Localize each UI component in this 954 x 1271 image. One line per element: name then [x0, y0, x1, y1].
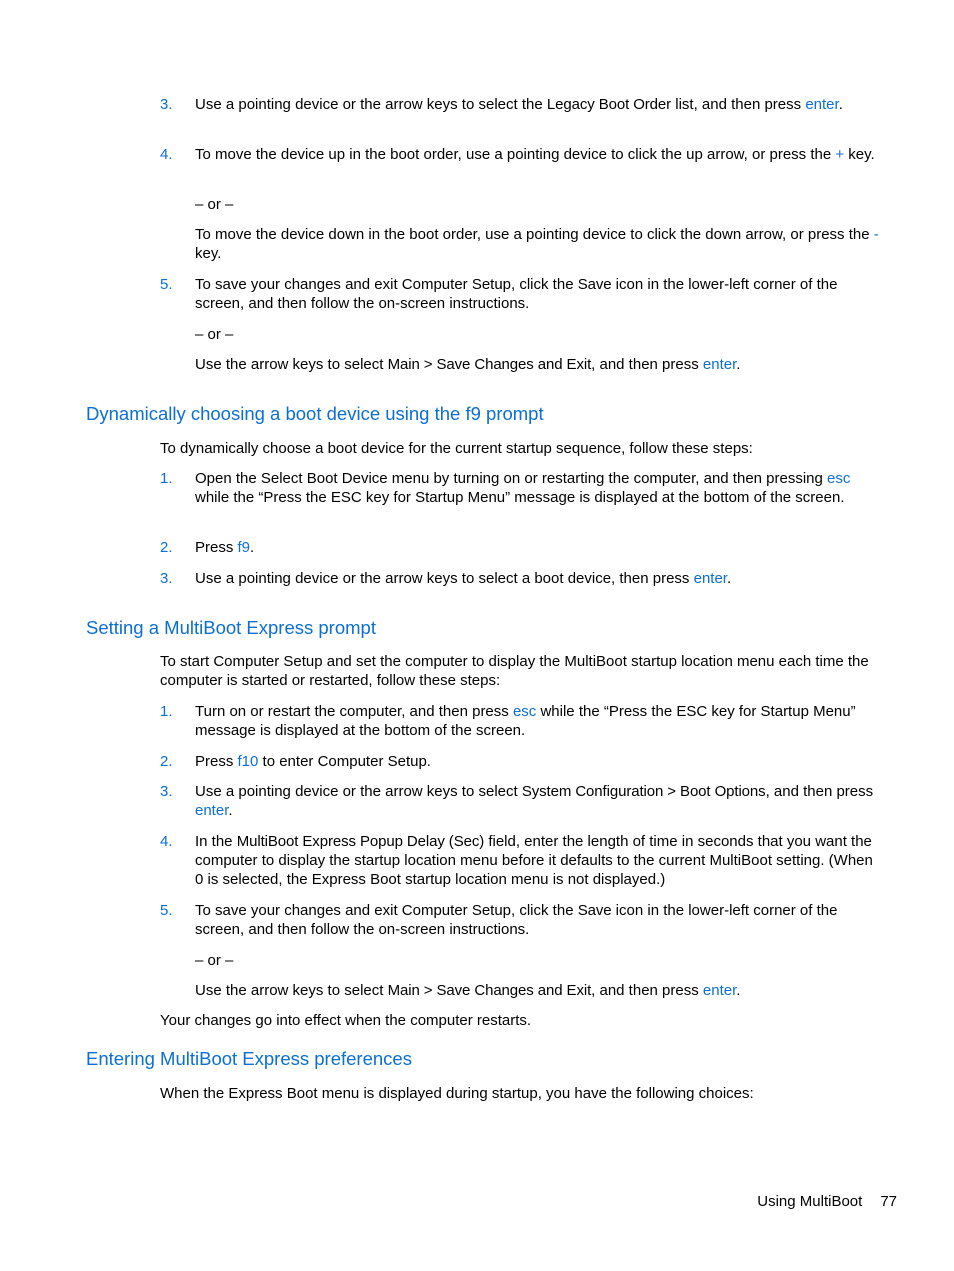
step-text: In the MultiBoot Express Popup Delay (Sec) field, enter the length of time in seconds that you want the computer to display the startup location menu before it defaults to the current MultiBoot setting. (When 0 is selected, the Express Boot startup location menu is not displayed.): [195, 833, 873, 888]
key-name: -: [873, 226, 879, 243]
key-name: esc: [827, 470, 851, 487]
step-text: Use the arrow keys to select Main > Save Changes and Exit, and then press enter.: [195, 982, 741, 999]
ui-term: Main > Save Changes and Exit: [387, 356, 592, 373]
step-text: To move the device up in the boot order, use a pointing device to click the up arrow, or press the + key.: [195, 146, 875, 163]
section-heading: Entering MultiBoot Express preferences: [86, 1048, 412, 1069]
key-name: enter: [693, 570, 727, 587]
key-name: +: [835, 146, 845, 163]
step-text: Press f10 to enter Computer Setup.: [195, 753, 431, 770]
step-text: Use a pointing device or the arrow keys to select the Legacy Boot Order list, and then press enter.: [195, 96, 843, 113]
key-name: enter: [195, 802, 229, 819]
step-text: Open the Select Boot Device menu by turning on or restarting the computer, and then pressing esc while the “Press the ESC key for Startup Menu” message is displayed at the bottom of the screen.: [195, 470, 851, 506]
step-text: Press f9.: [195, 539, 255, 556]
ui-term: Main > Save Changes and Exit: [387, 982, 592, 999]
key-name: esc: [512, 703, 537, 720]
or-separator: – or –: [195, 196, 234, 213]
key-name: f10: [237, 753, 259, 770]
page-footer: [739, 1192, 897, 1211]
or-separator: – or –: [195, 952, 234, 969]
ui-term: Save: [577, 902, 612, 919]
step-number: 3.: [160, 96, 173, 113]
ui-term: Save: [577, 276, 612, 293]
step-number: 3.: [160, 570, 173, 587]
step-text: Use a pointing device or the arrow keys to select a boot device, then press enter.: [195, 570, 732, 587]
section-intro: To start Computer Setup and set the computer to display the MultiBoot startup location menu each time the computer is started or restarted, follow these steps:: [160, 653, 869, 689]
key-name: f9: [237, 539, 251, 556]
section-outro: Your changes go into effect when the computer restarts.: [160, 1012, 532, 1029]
step-number: 4.: [160, 146, 173, 163]
step-number: 1.: [160, 703, 173, 720]
key-name: enter: [702, 982, 737, 999]
step-text: Use a pointing device or the arrow keys to select System Configuration > Boot Options, and then press enter.: [195, 783, 874, 819]
ui-term: System Configuration > Boot Options: [521, 783, 766, 800]
step-number: 4.: [160, 833, 173, 850]
section-heading: Dynamically choosing a boot device using the f9 prompt: [86, 403, 544, 424]
step-text: Use the arrow keys to select Main > Save Changes and Exit, and then press enter.: [195, 356, 741, 373]
key-name: enter: [702, 356, 737, 373]
step-number: 5.: [160, 902, 173, 919]
page-number: 77: [880, 1193, 897, 1210]
section-intro: To dynamically choose a boot device for the current startup sequence, follow these steps:: [160, 440, 753, 457]
ui-term: MultiBoot Express Popup Delay (Sec): [236, 833, 485, 850]
ui-term: Legacy Boot Order: [546, 96, 672, 113]
key-name: enter: [805, 96, 839, 113]
step-number: 2.: [160, 753, 173, 770]
or-separator: – or –: [195, 326, 234, 343]
step-text: To move the device down in the boot order, use a pointing device to click the down arrow, or press the - key.: [195, 226, 879, 262]
step-text: To save your changes and exit Computer Setup, click the Save icon in the lower-left corner of the screen, and then follow the on-screen instructions.: [195, 276, 838, 312]
step-number: 5.: [160, 276, 173, 293]
footer-section-title: Using MultiBoot: [757, 1193, 863, 1210]
step-text: Turn on or restart the computer, and then press esc while the “Press the ESC key for Startup Menu” message is displayed at the bottom of the screen.: [195, 703, 856, 739]
step-number: 3.: [160, 783, 173, 800]
section-intro: When the Express Boot menu is displayed during startup, you have the following choices:: [160, 1085, 754, 1102]
step-number: 1.: [160, 470, 173, 487]
step-number: 2.: [160, 539, 173, 556]
section-heading: Setting a MultiBoot Express prompt: [86, 617, 376, 638]
step-text: To save your changes and exit Computer Setup, click the Save icon in the lower-left corner of the screen, and then follow the on-screen instructions.: [195, 902, 838, 938]
